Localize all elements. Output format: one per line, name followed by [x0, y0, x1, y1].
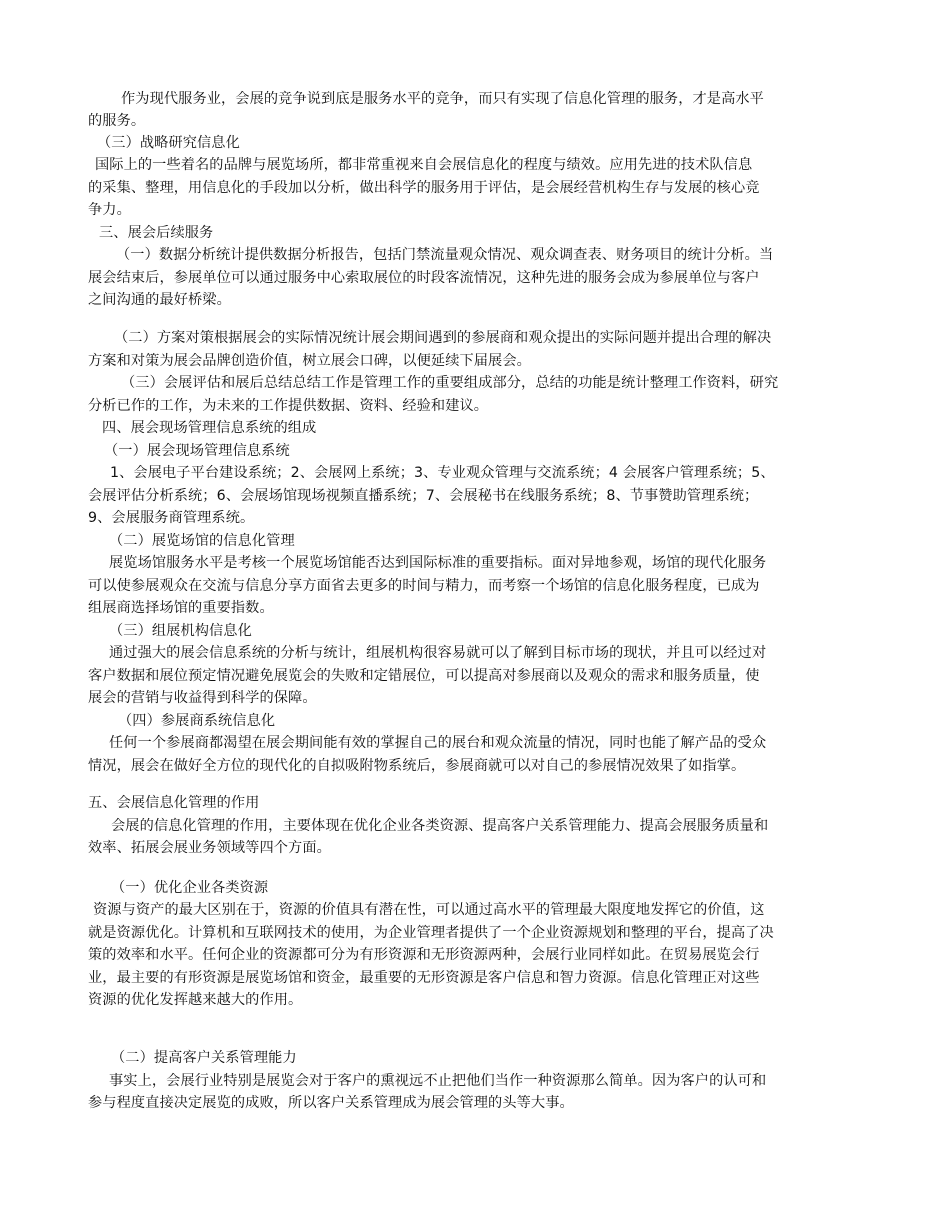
- paragraph-line: 作为现代服务业，会展的竞争说到底是服务水平的竞争，而只有实现了信息化管理的服务，才是高水平: [121, 91, 764, 107]
- section-heading: 三、展会后续服务: [99, 225, 214, 241]
- paragraph-line: 展会的营销与收益得到科学的保障。: [88, 690, 317, 706]
- paragraph-line: 业，最主要的有形资源是展览场馆和资金，最重要的无形资源是客户信息和智力资源。信息化管理正对这些: [88, 970, 760, 986]
- paragraph-line: 1、会展电子平台建设系统；2、会展网上系统；3、专业观众管理与交流系统；4 会展客户管理系统；5、: [110, 465, 775, 481]
- paragraph-line: 事实上，会展行业特别是展览会对于客户的熏视远不止把他们当作一种资源那么简单。因为客户的认可和: [109, 1073, 767, 1089]
- paragraph-line: 会展的信息化管理的作用，主要体现在优化企业各类资源、提高客户关系管理能力、提高会展服务质量和: [111, 818, 769, 834]
- paragraph-line: 展览场馆服务水平是考核一个展览场馆能否达到国际标准的重要指标。面对异地参观，场馆的现代化服务: [109, 555, 767, 571]
- section-heading: （三）战略研究信息化: [97, 135, 240, 151]
- paragraph-line: 参与程度直接决定展览的成败，所以客户关系管理成为展会管理的头等大事。: [88, 1095, 574, 1111]
- paragraph-line: 通过强大的展会信息系统的分析与统计，组展机构很容易就可以了解到目标市场的现状，并且可以经过对: [109, 645, 767, 661]
- paragraph-line: 资源的优化发挥越来越大的作用。: [88, 992, 303, 1008]
- paragraph-line: 的采集、整理，用信息化的手段加以分析，做出科学的服务用于评估，是会展经营机构生存与发展的核心竞: [88, 180, 760, 196]
- paragraph-line: 可以使参展观众在交流与信息分享方面省去更多的时间与精力，而考察一个场馆的信息化服务程度，已成为: [88, 578, 760, 594]
- section-heading: （一）优化企业各类资源: [111, 880, 269, 896]
- paragraph-line: 之间沟通的最好桥梁。: [88, 292, 231, 308]
- paragraph-line: 国际上的一些着名的品牌与展览场所，都非常重视来自会展信息化的程度与绩效。应用先进的技术队信息: [95, 157, 753, 173]
- paragraph-line: 9、会展服务商管理系统。: [88, 510, 255, 526]
- section-heading: 五、会展信息化管理的作用: [88, 795, 260, 811]
- paragraph-line: 的服务。: [88, 113, 146, 129]
- paragraph-line: （二）方案对策根据展会的实际情况统计展会期间遇到的参展商和观众提出的实际问题并提出合理的解决: [114, 330, 772, 346]
- paragraph-line: 争力。: [88, 202, 131, 218]
- paragraph-line: （三）会展评估和展后总结总结工作是管理工作的重要组成部分，总结的功能是统计整理工作资料，研究: [121, 375, 779, 391]
- paragraph-line: 策的效率和水平。任何企业的资源都可分为有形资源和无形资源两种，会展行业同样如此。在贸易展览会行: [88, 947, 760, 963]
- paragraph-line: 就是资源优化。计算机和互联网技术的使用，为企业管理者提供了一个企业资源规划和整理的平台，提高了决: [88, 925, 774, 941]
- section-heading: （二）展览场馆的信息化管理: [109, 533, 295, 549]
- section-heading: （四）参展商系统信息化: [118, 713, 276, 729]
- paragraph-line: 方案和对策为展会品牌创造价值，树立展会口碑，以便延续下届展会。: [88, 353, 531, 369]
- paragraph-line: （一）数据分析统计提供数据分析报告，包括门禁流量观众情况、观众调查表、财务项目的统计分析。当: [116, 247, 774, 263]
- section-heading: （一）展会现场管理信息系统: [104, 443, 290, 459]
- section-heading: 四、展会现场管理信息系统的组成: [102, 420, 317, 436]
- section-heading: （三）组展机构信息化: [109, 623, 252, 639]
- paragraph-line: 情况，展会在做好全方位的现代化的自拟吸附物系统后，参展商就可以对自己的参展情况效果了如指掌。: [88, 758, 746, 774]
- paragraph-line: 分析已作的工作，为未来的工作提供数据、资料、经验和建议。: [88, 398, 489, 414]
- paragraph-line: 客户数据和展位预定情况避免展览会的失败和定错展位，可以提高对参展商以及观众的需求和服务质量，使: [88, 668, 760, 684]
- paragraph-line: 任何一个参展商都渴望在展会期间能有效的掌握自己的展台和观众流量的情况，同时也能了解产品的受众: [109, 735, 767, 751]
- paragraph-line: 会展评估分析系统；6、会展场馆现场视频直播系统；7、会展秘书在线服务系统；8、节事赞助管理系统；: [88, 488, 759, 504]
- paragraph-line: 展会结束后，参展单位可以通过服务中心索取展位的时段客流情况，这种先进的服务会成为参展单位与客户: [88, 270, 760, 286]
- paragraph-line: 效率、拓展会展业务领域等四个方面。: [88, 840, 331, 856]
- paragraph-line: 资源与资产的最大区别在于，资源的价值具有潜在性，可以通过高水平的管理最大限度地发挥它的价值，这: [93, 902, 765, 918]
- section-heading: （二）提高客户关系管理能力: [111, 1050, 297, 1066]
- paragraph-line: 组展商选择场馆的重要指数。: [88, 600, 274, 616]
